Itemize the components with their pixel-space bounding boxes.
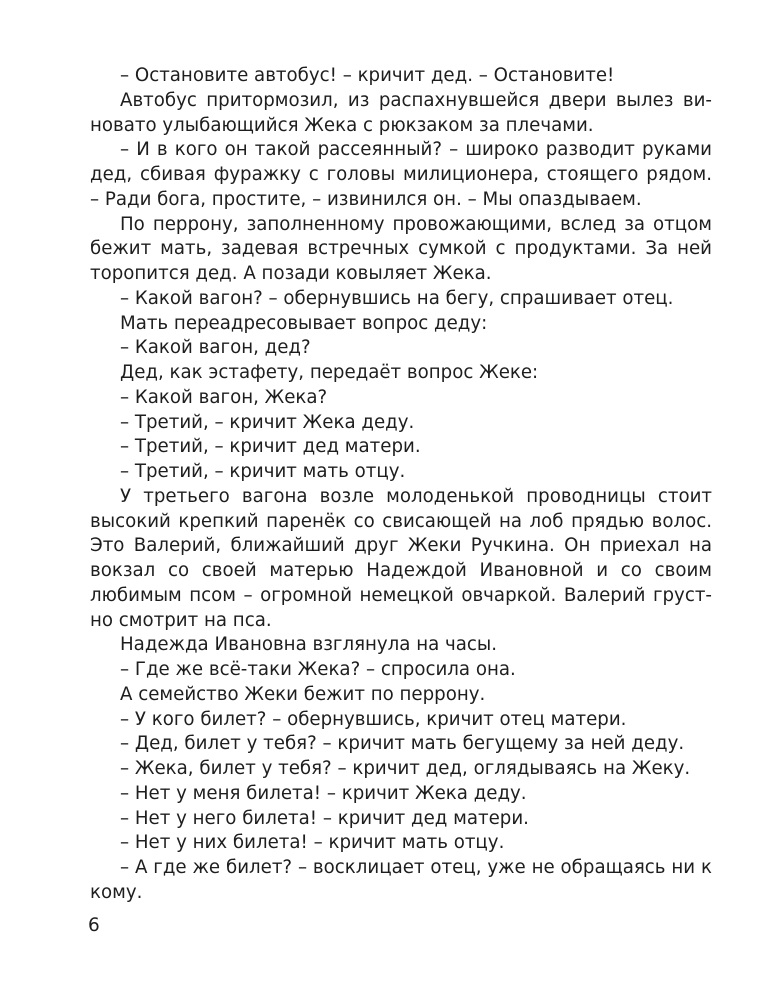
paragraph: – Дед, билет у тебя? – кричит мать бегущему за ней деду. — [120, 733, 685, 755]
paragraph: Дед, как эстафету, передаёт вопрос Жеке: — [120, 362, 539, 383]
paragraph: – И в кого он такой рассеянный? – широко разводит руками дед, сбивая фуражку с головы милиционера, стоящего рядом. – Ради бога, простите, – извинился он. – Мы опаздываем. — [90, 139, 712, 210]
paragraph: – Где же всё-таки Жека? – спросила она. — [120, 659, 516, 680]
paragraph: – А где же билет? – восклицает отец, уже не обращаясь ни к кому. — [90, 857, 712, 903]
paragraph: Мать переадресовывает вопрос деду: — [120, 312, 488, 334]
paragraph: – Нет у него билета! – кричит дед матери. — [120, 807, 529, 829]
paragraph: А семейство Жеки бежит по перрону. — [120, 683, 486, 705]
paragraph: – Третий, – кричит дед матери. — [120, 436, 421, 458]
paragraph: У третьего вагона возле молоденькой проводницы стоит высокий крепкий паренёк со свисающей на лоб прядью волос. Это Валерий, ближайший друг Жеки Ручкина. Он приехал на вокзал со своей матерью Надеждой Ивановной и со своим любимым псом – огромной немецкой овчаркой. Валерий грустно смотрит на пса. — [90, 485, 712, 631]
paragraph: – Нет у меня билета! – кричит Жека деду. — [120, 782, 527, 804]
paragraph: – Жека, билет у тебя? – кричит дед, оглядываясь на Жеку. — [120, 758, 691, 779]
paragraph: Надежда Ивановна взглянула на часы. — [120, 634, 498, 656]
paragraph: – У кого билет? – обернувшись, кричит отец матери. — [120, 708, 627, 730]
paragraph: – Какой вагон? – обернувшись на бегу, спрашивает отец. — [120, 287, 674, 309]
page-number: 6 — [88, 915, 100, 936]
paragraph: – Остановите автобус! – кричит дед. – Остановите! — [120, 65, 615, 86]
paragraph: – Третий, – кричит мать отцу. — [120, 461, 406, 482]
paragraph: По перрону, заполненному провожающими, вслед за отцом бежит мать, задевая встречных сумкой с продуктами. За ней торопится дед. А позади ковыляет Жека. — [90, 213, 712, 284]
page-text-body — [90, 64, 712, 906]
paragraph: – Какой вагон, дед? — [120, 337, 311, 359]
paragraph: – Какой вагон, Жека? — [120, 386, 328, 408]
paragraph: – Третий, – кричит Жека деду. — [120, 411, 415, 433]
paragraph: – Нет у них билета! – кричит мать отцу. — [120, 832, 505, 854]
paragraph: Автобус притормозил, из распахнувшейся двери вылез виновато улыбающийся Жека с рюкзаком за плечами. — [90, 89, 712, 136]
